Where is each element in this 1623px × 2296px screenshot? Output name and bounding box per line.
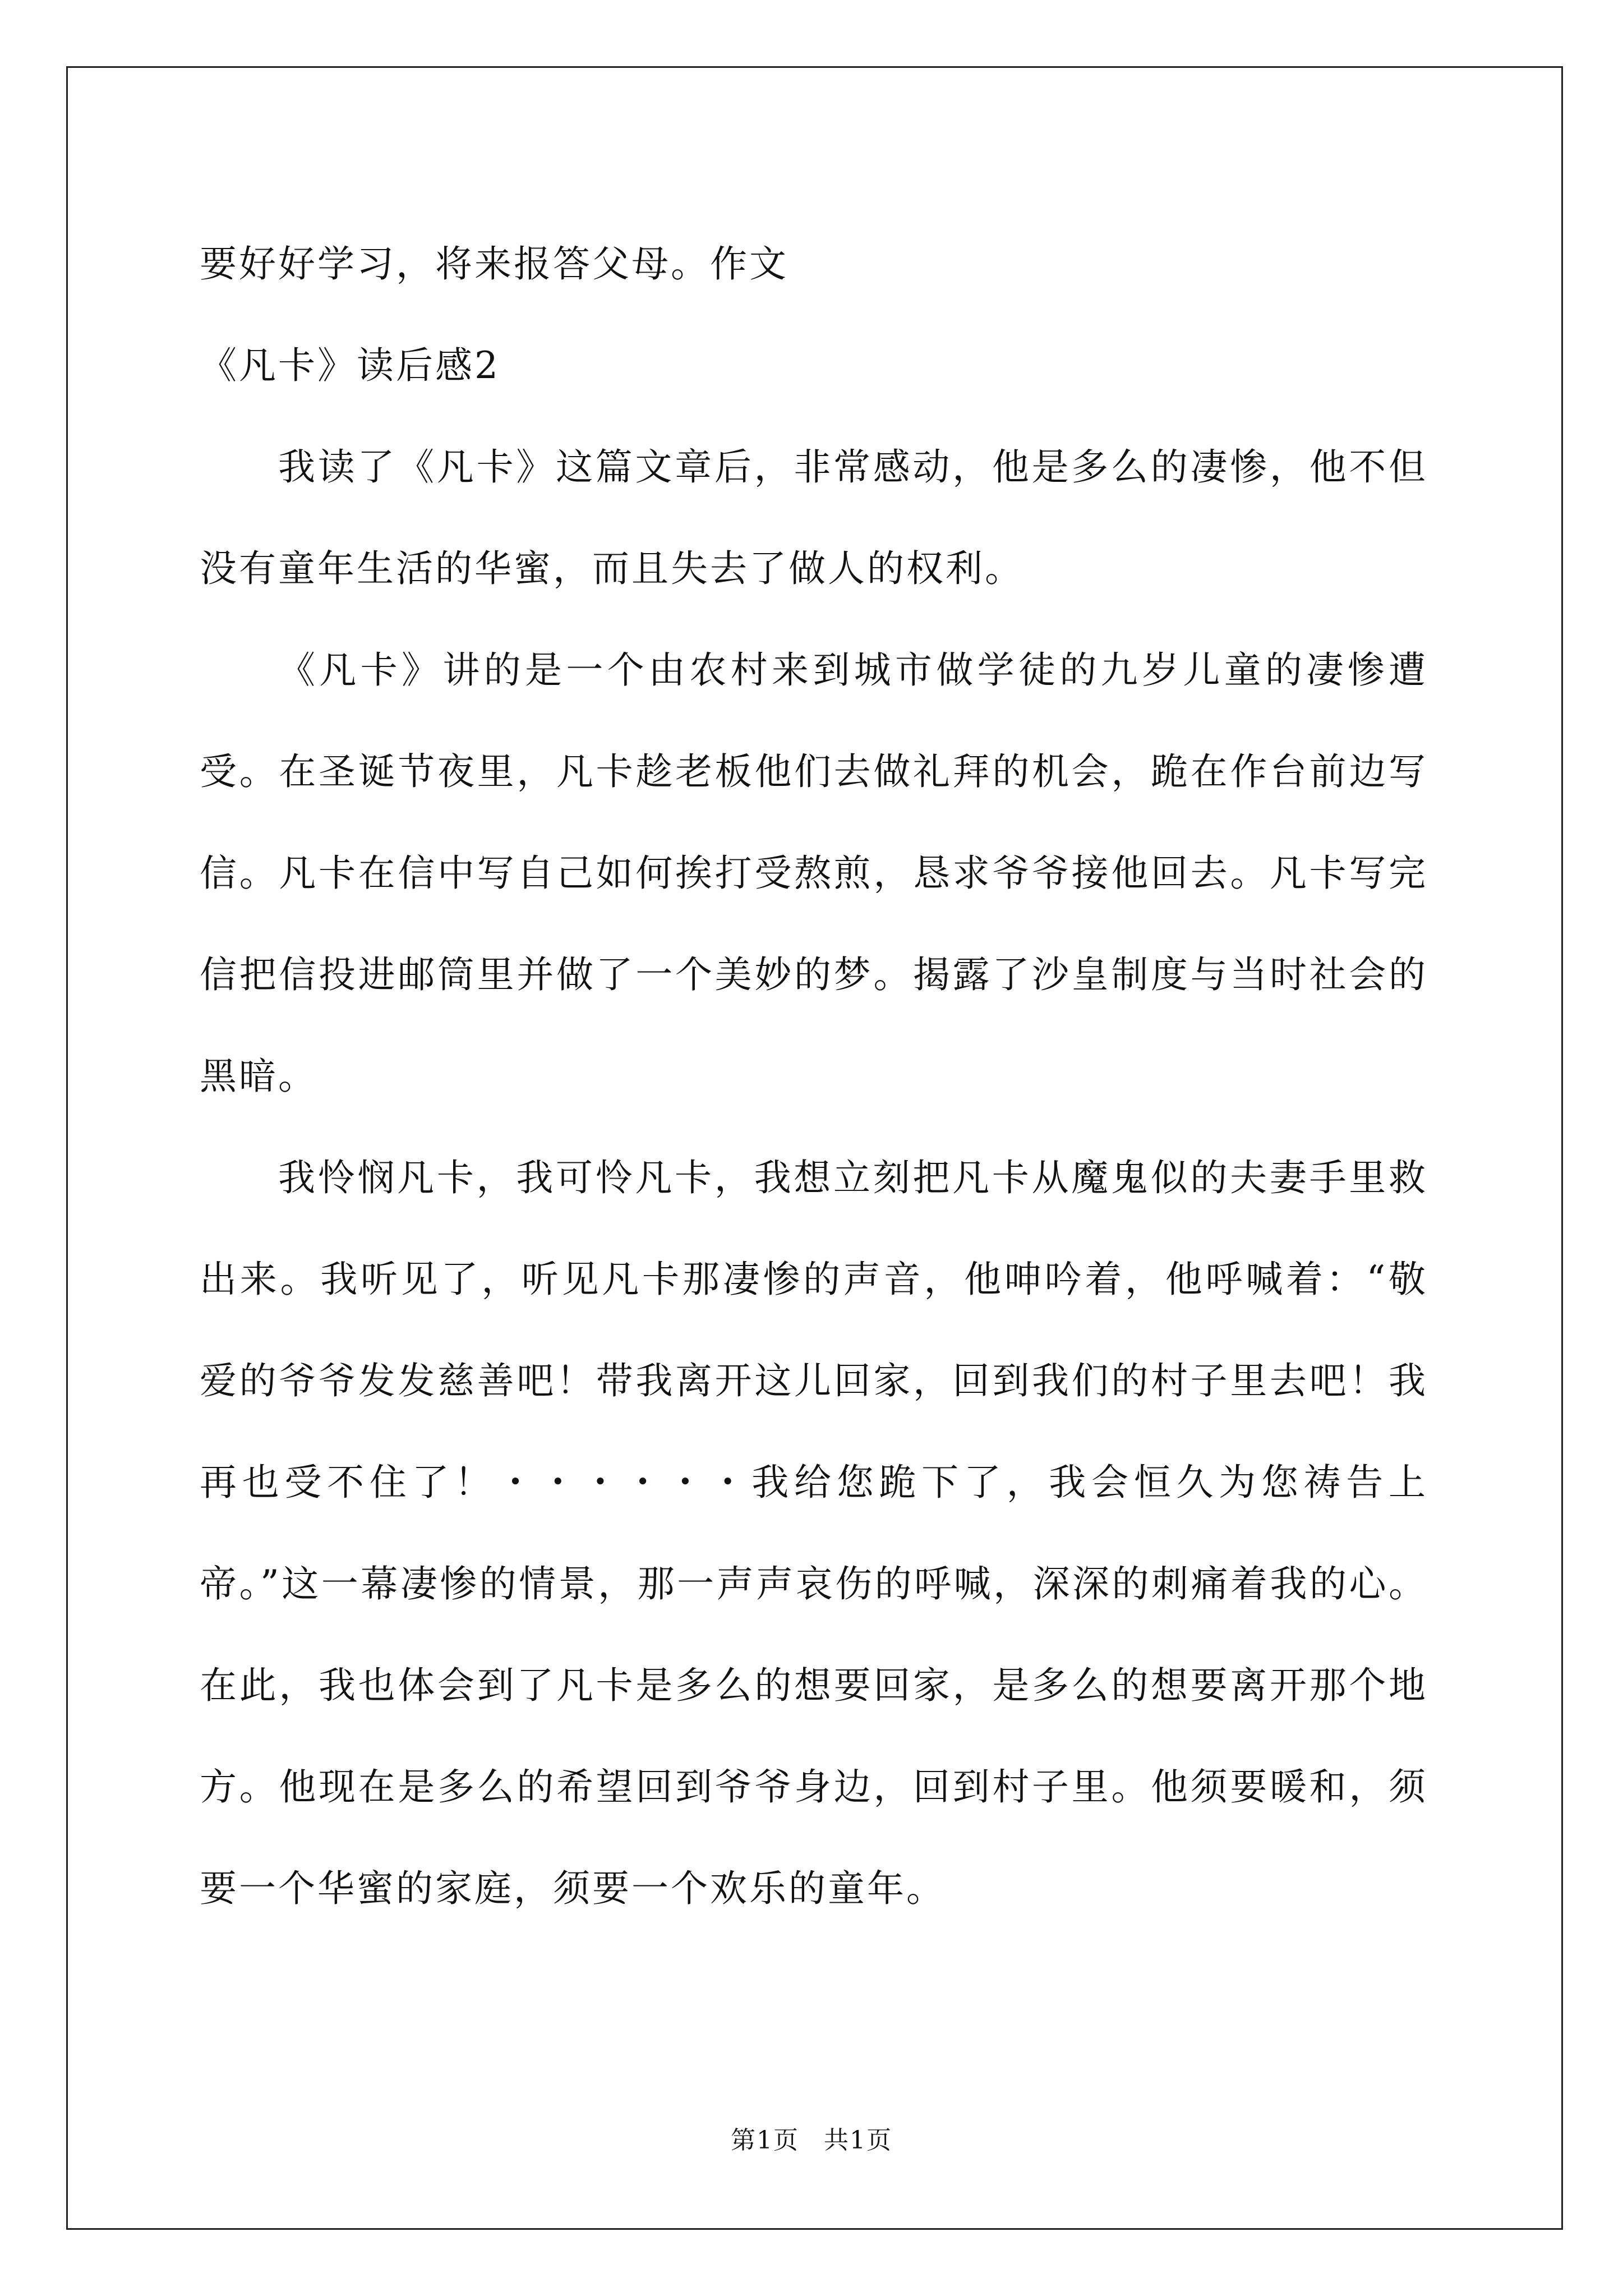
section-heading: 《凡卡》读后感2: [200, 344, 500, 387]
page-number-current: 第1页: [731, 2126, 799, 2155]
paragraph-2: 《凡卡》讲的是一个由农村来到城市做学徒的九岁儿童的凄惨遭受。在圣诞节夜里，凡卡趁老板他们去做礼拜的机会，跪在作台前边写信。凡卡在信中写自己如何挨打受熬煎，恳求爷爷接他回去。凡卡写完信把信投进邮筒里并做了一个美妙的梦。揭露了沙皇制度与当时社会的黑暗。: [200, 648, 1428, 1098]
paragraph-1: 我读了《凡卡》这篇文章后，非常感动，他是多么的凄惨，他不但没有童年生活的华蜜，而且失去了做人的权利。: [200, 445, 1428, 590]
text-line-continuation: 要好好学习，将来报答父母。作文: [200, 242, 789, 286]
page-footer: [0, 2124, 1623, 2157]
paragraph-3: 我怜悯凡卡，我可怜凡卡，我想立刻把凡卡从魔鬼似的夫妻手里救出来。我听见了，听见凡卡那凄惨的声音，他呻吟着，他呼喊着：“敬爱的爷爷发发慈善吧！带我离开这儿回家，回到我们的村子里去吧！我再也受不住了！・・・・・・我给您跪下了，我会恒久为您祷告上帝。”这一幕凄惨的情景，那一声声哀伤的呼喊，深深的刺痛着我的心。在此，我也体会到了凡卡是多么的想要回家，是多么的想要离开那个地方。他现在是多么的希望回到爷爷身边，回到村子里。他须要暖和，须要一个华蜜的家庭，须要一个欢乐的童年。: [200, 1156, 1428, 1910]
document-body: [200, 213, 1428, 1939]
page-number-total: 共1页: [824, 2126, 892, 2155]
